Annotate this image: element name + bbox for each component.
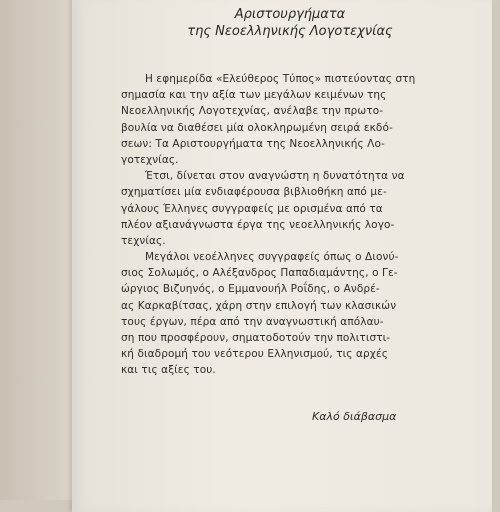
text-line: γοτεχνίας. [121, 153, 179, 166]
text-line: Η εφημερίδα «Ελεύθερος Τύπος» πιστεύοντας στη [145, 73, 416, 85]
text-line: ώργιος Βιζυηνός, ο Εμμανουήλ Ροΐδης, ο Ανδρέ- [121, 283, 380, 296]
text-line: Έτσι, δίνεται στον αναγνώστη η δυνατότητα να [145, 170, 405, 183]
text-line: σημασία και την αξία των μεγάλων κειμένων της [121, 89, 387, 102]
text-line: τεχνίας. [121, 234, 166, 247]
heading-line-2: της Νεοελληνικής Λογοτεχνίας [187, 24, 393, 39]
closing-signature: Καλό διάβασμα [312, 410, 397, 423]
text-line: σιος Σολωμός, ο Αλέξανδρος Παπαδιαμάντης, ο Γε- [121, 267, 398, 280]
text-line: πλέον αξιανάγνωστα έργα της νεοελληνικής λογο- [121, 218, 395, 231]
text-line: σεων: Τα Αριστουργήματα της Νεοελληνικής Λο- [121, 137, 385, 150]
text-line: βουλία να διαθέσει μία ολοκληρωμένη σειρά εκδό- [121, 121, 393, 134]
body-text [121, 71, 436, 379]
text-line: ας Καρκαβίτσας, χάρη στην επιλογή των κλασικών [121, 299, 397, 312]
text-line: κή διαδρομή του νεότερου Ελληνισμού, τις αρχές [121, 348, 388, 361]
text-line: τους έργων, πέρα από την αναγνωστική απόλαυ- [121, 315, 384, 328]
page-heading [110, 6, 470, 40]
heading-line-1: Αριστουργήματα [234, 7, 346, 22]
text-line: γάλους Έλληνες συγγραφείς με ορισμένα από τα [121, 202, 383, 215]
text-line: σχηματίσει μία ενδιαφέρουσα βιβλιοθήκη από με- [121, 186, 387, 199]
text-line: ση που προσφέρουν, σηματοδοτούν την πολιτιστι- [121, 332, 391, 344]
text-line: Νεοελληνικής Λογοτεχνίας, ανέλαβε την πρωτο- [121, 105, 384, 118]
text-line: και τις αξίες του. [121, 364, 216, 377]
text-line: Μεγάλοι νεοέλληνες συγγραφείς όπως ο Διονύ- [145, 251, 399, 264]
book-spine-shadow [0, 0, 80, 500]
